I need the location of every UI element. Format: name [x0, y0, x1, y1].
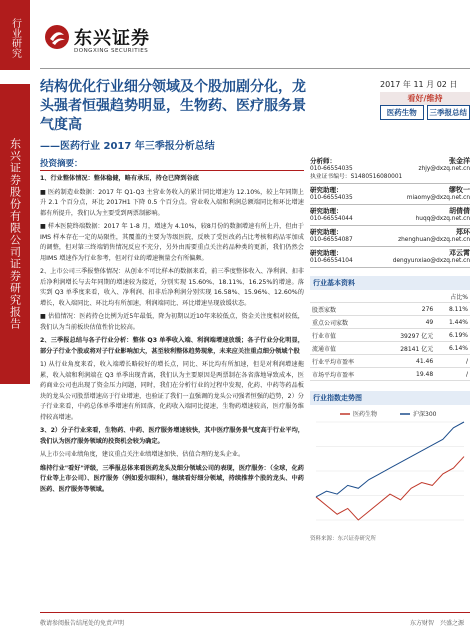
logo-cn-text: 东兴证券: [74, 28, 150, 49]
analyst-name: 缪牧一: [449, 186, 470, 194]
table-row: [310, 303, 470, 316]
market-value: 28141 亿元: [379, 342, 435, 355]
table-row: [310, 355, 470, 368]
analyst-phone: 010-66554035: [310, 195, 353, 201]
summary-paragraph: 1) 从行业角度来看，收入端增长略较好的增长点，同比、环比均有所加速，但是对利润增速拖累，收入端和利润端在 Q3 单季出现背离，我们认为主要原因是两票制在各省落地导致成本，医药商业公司也出现了资金压力问题，同时，我们在分析行业的过程中发现，化药、中药等药品板块的龙头公司股票增速高于行业增速，也验证了我们一直强调的龙头公司强者恒强的趋势，2）分子行业来看，中药总体单季增速有所回落，化药收入端同比提速，生物药增速较高，医疗服务维持较高增速。: [40, 361, 304, 421]
analyst-phone: 010-66554104: [310, 258, 353, 264]
summary-section: [40, 157, 304, 495]
analyst-cert: 执业证书编号：S1480516080001: [310, 174, 403, 180]
summary-paragraph: 2、上市公司三季报整体情况：从创业不可比样本的数据来看，前三季度整体收入、净利润、扣非后净利润增长与去年同期的增速较为接近，分别实现 15.60%、18.11%、16.25%的增速。落实到 Q3 单季度来看，收入、净利润、扣非后净利润分别实现 16.58%、15.96%、12.60%的增长，收入端同比、环比均有所加速，利润端同比、环比增速呈现放缓状态。: [40, 268, 304, 307]
market-value: 19.48: [379, 368, 435, 381]
footer-slogan: 东方财智 兴盛之源: [409, 620, 464, 627]
tag-industry: 医药生物: [380, 105, 424, 120]
analyst-phone: 010-66554035: [310, 166, 353, 172]
market-label: 行业市值: [310, 329, 379, 342]
summary-paragraph: ■ 估值情况：医药持仓比例为近5年最低，降为初期以近10年来较低点，资金关注度相对较低，我们认为当前板块估值性价比较高。: [40, 313, 304, 331]
legend-label-1: 沪深300: [413, 411, 437, 418]
footer-disclaimer: 敬请参阅报告结尾处的免责声明: [40, 620, 125, 627]
table-row: [310, 368, 470, 381]
analyst-phone: 010-66554044: [310, 216, 353, 222]
market-pct: 1.44%: [435, 316, 470, 329]
footer-divider: [40, 612, 470, 613]
logo-en-text: DONGXING SECURITIES: [74, 48, 149, 54]
sidebar-category: 行业研究: [0, 0, 30, 70]
market-value: 39297 亿元: [379, 329, 435, 342]
report-date: 2017 年 11 月 02 日: [380, 80, 458, 89]
analyst-role: 分析师：: [310, 157, 336, 165]
company-logo: [44, 22, 174, 62]
analyst-divider: [310, 204, 470, 205]
sidebar: [0, 0, 30, 643]
sidebar-company: 东兴证券股份有限公司证券研究报告: [0, 84, 30, 384]
legend-label-0: 医药生物: [353, 411, 378, 418]
summary-paragraph: 3、2）分子行业来看，生物药、中药、医疗服务增速较快，其中医疗服务景气度高于行业平均，我们认为医疗服务领域的投资机会较为确定。: [40, 427, 304, 445]
rating-badge: 看好/维持: [380, 92, 470, 105]
market-col-header: 占比%: [435, 290, 470, 303]
market-value: 276: [379, 303, 435, 316]
report-subtitle: ——医药行业 2017 年三季报分析总结: [40, 141, 215, 152]
analyst-name: 张金洋: [449, 157, 470, 165]
summary-paragraph: 1、行业整体情况：整体稳健，略有承压，持仓已降到谷底: [40, 175, 199, 182]
market-pct: 6.14%: [435, 342, 470, 355]
analyst-role: 研究助理：: [310, 228, 343, 236]
market-value: 49: [379, 316, 435, 329]
analyst-item: [310, 207, 470, 226]
summary-paragraph: 从上市公司业绩角度，建议重点关注业绩增速加快、估值合理的龙头企业。: [40, 451, 245, 458]
index-chart: [310, 408, 470, 528]
analyst-item: [310, 249, 470, 268]
summary-paragraph: 2、三季报总结与各子行业分析：整体 Q3 单季收入端、利润端增速放缓；各子行业分化明显，部分子行业个股或将对子行业影响加大，甚至较利整体趋势现象，未来应关注重点细分领域个股: [40, 337, 304, 355]
market-label: 股票家数: [310, 303, 379, 316]
analyst-item: [310, 228, 470, 247]
chart-heading: 行业指数走势图: [310, 391, 470, 405]
analyst-name: 邓云霄: [449, 249, 470, 257]
analyst-name: 郑环: [456, 228, 470, 236]
market-label: 市场平均市盈率: [310, 368, 379, 381]
analyst-name: 胡倩倩: [449, 207, 470, 215]
header-divider: [40, 68, 470, 69]
summary-paragraph: 维持行业"看好"评级，三季报总体来看医药龙头及细分领域公司的表现，医疗服务：（全球，化药行业等上市公司）、医疗服务（例如爱尔眼科），继续看好细分领域，持续推荐个股的龙头、中药医药、医疗服务等领域。: [40, 464, 304, 493]
summary-heading: 投资摘要：: [40, 157, 304, 171]
table-row: [310, 316, 470, 329]
analyst-email[interactable]: huqq@dxzq.net.cn: [415, 216, 470, 222]
info-column: [310, 157, 470, 542]
logo-mark-icon: [44, 24, 70, 50]
market-heading: [310, 276, 470, 290]
analyst-item: [310, 157, 470, 184]
series-line-0: [316, 457, 464, 520]
analyst-list: [310, 157, 470, 268]
table-row: [310, 342, 470, 355]
market-header-row: [310, 290, 470, 303]
tag-report-type: 三季报总结: [427, 105, 471, 120]
series-line-1: [316, 422, 464, 497]
analyst-divider: [310, 246, 470, 247]
market-value: 41.46: [379, 355, 435, 368]
summary-paragraph: ■ 医药制造业数据：2017 年 Q1-Q3 主营业务收入的累计同比增速为 12.10%，较上年同期上升 2.1 个百分点，环比 2017H1 下降 0.5 个百分点。营业收入端和利润总额端同比和环比增速都有所提升，我们认为主要受到两票制影响。: [40, 188, 304, 217]
analyst-divider: [310, 183, 470, 184]
summary-paragraph: ■ 样本医院终端数据：2017 年 1-8 月，增速为 4.10%，较8月份的数据增速有所上升，但由于 IMS 样本存在一定的局限性，其覆盖的主要为等级医院，反映了受医改药占比考核和药品零加成的调整，但对第三终端销售情况反应不充分，另外由需要重点关注药品种类的更新，我们仍然会用IMS 增速作为行业参考，但对行业的增速衡量会有所偏颇。: [40, 223, 304, 262]
chart-source: 资料来源：东兴证券研究所: [310, 536, 377, 542]
market-label: 重点公司家数: [310, 316, 379, 329]
analyst-phone: 010-66554087: [310, 237, 353, 243]
analyst-role: 研究助理：: [310, 207, 343, 215]
market-pct: 6.19%: [435, 329, 470, 342]
analyst-role: 研究助理：: [310, 186, 343, 194]
market-pct: 8.11%: [435, 303, 470, 316]
analyst-email[interactable]: miaomy@dxzq.net.cn: [406, 195, 470, 201]
analyst-email[interactable]: dengyunxiao@dxzq.net.cn: [392, 258, 470, 264]
analyst-divider: [310, 267, 470, 268]
market-table: [310, 290, 470, 381]
analyst-email[interactable]: zhjy@dxzq.net.cn: [418, 166, 470, 172]
market-heading-text: 行业基本资料: [313, 279, 355, 287]
analyst-email[interactable]: zhenghuan@dxzq.net.cn: [398, 237, 470, 243]
report-title: 结构优化行业细分领域及个股加剧分化，龙头强者恒强趋势明显，生物药、医疗服务景气度高: [40, 79, 306, 133]
tag-row: [380, 105, 470, 120]
market-label: 流通市值: [310, 342, 379, 355]
market-pct: /: [435, 368, 470, 381]
table-row: [310, 329, 470, 342]
analyst-divider: [310, 225, 470, 226]
market-label: 行业平均市盈率: [310, 355, 379, 368]
market-pct: /: [435, 355, 470, 368]
analyst-role: 研究助理：: [310, 249, 343, 257]
analyst-item: [310, 186, 470, 205]
